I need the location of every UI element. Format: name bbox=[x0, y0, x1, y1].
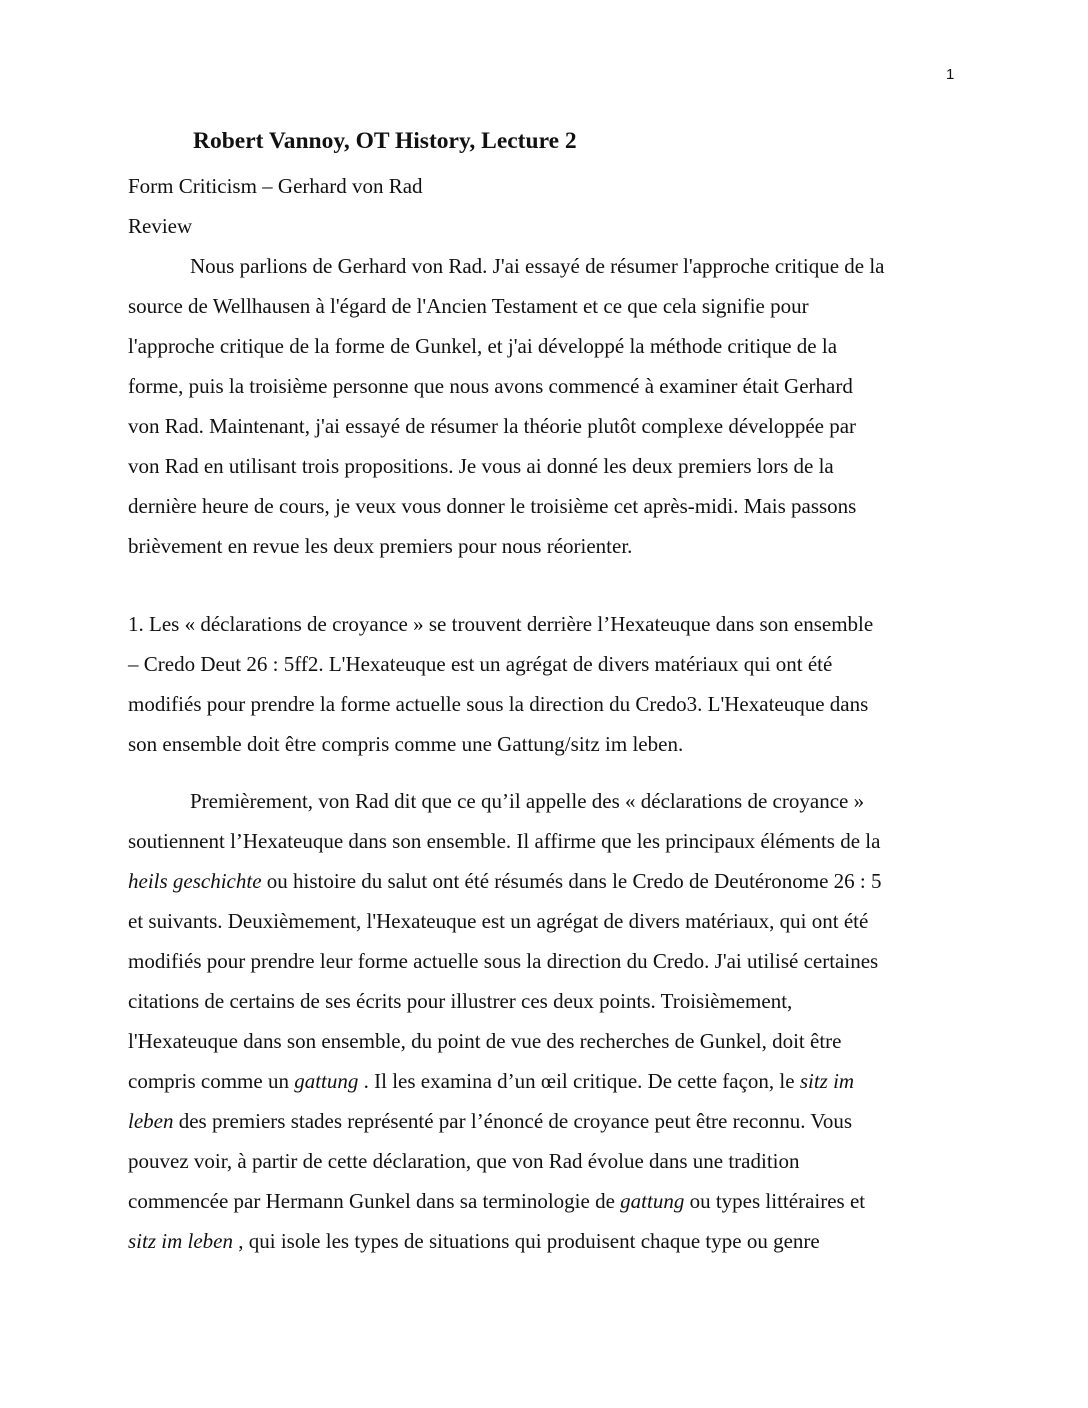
paragraph-line: von Rad. Maintenant, j'ai essayé de résumer la théorie plutôt complexe développée par bbox=[128, 414, 857, 438]
paragraph-line: source de Wellhausen à l'égard de l'Ancien Testament et ce que cela signifie pour bbox=[128, 294, 809, 318]
emphasis-term: sitz im bbox=[799, 1069, 855, 1093]
paragraph-line: l'Hexateuque dans son ensemble, du point de vue des recherches de Gunkel, doit être bbox=[128, 1029, 842, 1053]
paragraph-line: von Rad en utilisant trois propositions. Je vous ai donné les deux premiers lors de la bbox=[128, 454, 834, 478]
emphasis-term: sitz im leben bbox=[128, 1229, 233, 1253]
paragraph-line: dernière heure de cours, je veux vous donner le troisième cet après-midi. Mais passons bbox=[128, 494, 857, 518]
paragraph-line: l'approche critique de la forme de Gunkel, et j'ai développé la méthode critique de la bbox=[128, 334, 838, 358]
text-run: , qui isole les types de situations qui produisent chaque type ou genre bbox=[233, 1229, 820, 1253]
paragraph-line: Premièrement, von Rad dit que ce qu’il appelle des « déclarations de croyance » bbox=[190, 789, 865, 813]
paragraph-line: pouvez voir, à partir de cette déclaration, que von Rad évolue dans une tradition bbox=[128, 1149, 800, 1173]
paragraph-line: citations de certains de ses écrits pour illustrer ces deux points. Troisièmement, bbox=[128, 989, 793, 1013]
paragraph-line bbox=[128, 1107, 852, 1135]
page-number: 1 bbox=[946, 66, 955, 83]
point-line: son ensemble doit être compris comme une Gattung/sitz im leben. bbox=[128, 732, 684, 756]
paragraph-line bbox=[128, 867, 882, 895]
paragraph-line: brièvement en revue les deux premiers pour nous réorienter. bbox=[128, 534, 633, 558]
paragraph-line bbox=[128, 1067, 854, 1095]
text-run: ou histoire du salut ont été résumés dans le Credo de Deutéronome 26 : 5 bbox=[261, 869, 882, 893]
text-run: des premiers stades représenté par l’énoncé de croyance peut être reconnu. Vous bbox=[173, 1109, 853, 1133]
section-heading: Review bbox=[128, 214, 193, 238]
point-line: – Credo Deut 26 : 5ff2. L'Hexateuque est un agrégat de divers matériaux qui ont été bbox=[128, 652, 833, 676]
text-run: ou types littéraires et bbox=[684, 1189, 866, 1213]
point-line: modifiés pour prendre la forme actuelle sous la direction du Credo3. L'Hexateuque dans bbox=[128, 692, 869, 716]
emphasis-term: heils geschichte bbox=[128, 869, 262, 893]
emphasis-term: gattung bbox=[620, 1189, 685, 1213]
paragraph-line: forme, puis la troisième personne que nous avons commencé à examiner était Gerhard bbox=[128, 374, 853, 398]
emphasis-term: leben bbox=[128, 1109, 174, 1133]
paragraph-line: et suivants. Deuxièmement, l'Hexateuque est un agrégat de divers matériaux, qui ont été bbox=[128, 909, 869, 933]
paragraph-line: modifiés pour prendre leur forme actuelle sous la direction du Credo. J'ai utilisé certaines bbox=[128, 949, 879, 973]
paragraph-line bbox=[128, 1187, 865, 1215]
paragraph-line bbox=[128, 1227, 820, 1255]
document-title: Robert Vannoy, OT History, Lecture 2 bbox=[193, 128, 577, 154]
subtitle: Form Criticism – Gerhard von Rad bbox=[128, 174, 423, 198]
paragraph-line: soutiennent l’Hexateuque dans son ensemble. Il affirme que les principaux éléments de la bbox=[128, 829, 881, 853]
text-run: . Il les examina d’un œil critique. De cette façon, le bbox=[358, 1069, 800, 1093]
text-run: commencée par Hermann Gunkel dans sa terminologie de bbox=[128, 1189, 621, 1213]
text-run: compris comme un bbox=[128, 1069, 295, 1093]
point-line: 1. Les « déclarations de croyance » se trouvent derrière l’Hexateuque dans son ensemble bbox=[128, 612, 874, 636]
paragraph-line: Nous parlions de Gerhard von Rad. J'ai essayé de résumer l'approche critique de la bbox=[190, 254, 885, 278]
emphasis-term: gattung bbox=[294, 1069, 359, 1093]
